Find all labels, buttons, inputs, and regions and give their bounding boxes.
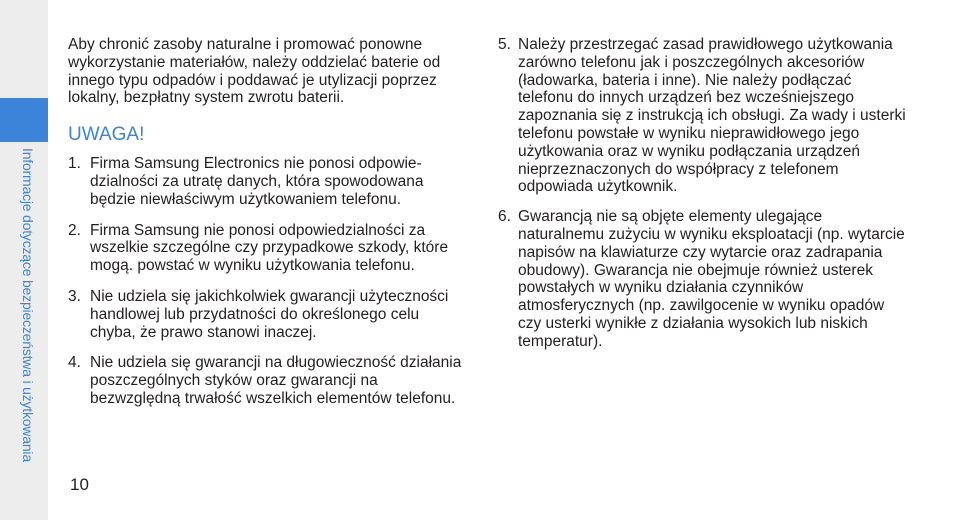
list-item	[68, 288, 468, 341]
item-number: 5.	[498, 36, 511, 53]
list-item	[498, 36, 908, 196]
item-number: 1.	[68, 155, 81, 173]
section-title-vertical: Informacje dotyczące bezpieczeństwa i użytkowania	[20, 148, 36, 462]
sidebar-accent-block	[0, 98, 48, 142]
warning-list	[68, 155, 468, 408]
item-text: Należy przestrzegać zasad prawidłowego użytkowania zarówno telefonu jak i poszczególnych akcesoriów (ładowarka, bateria i inne). Nie należy podłączać telefonu do innych urządzeń bez wcześniejszego zapoznania się z instrukcją ich obsługi. Za wady i usterki telefonu powstałe w wyniku nieprawidłowego jego użytkowania oraz w wyniku podłączania urządzeń nieprzeznaczonych do współpracy z telefonem odpowiada użytkownik.	[518, 36, 906, 196]
item-number: 2.	[68, 221, 81, 239]
item-text: Firma Samsung Electronics nie ponosi odpowie-dzialności za utratę danych, która spowodowana będzie niewłaściwym użytkowaniem telefonu.	[90, 155, 424, 208]
list-item	[498, 208, 908, 350]
list-item	[68, 155, 468, 208]
right-column	[498, 36, 908, 363]
intro-paragraph: Aby chronić zasoby naturalne i promować ponowne wykorzystanie materiałów, należy oddzielać baterie od innego typu odpadów i poddawać je utylizacji poprzez lokalny, bezpłatny system zwrotu baterii.	[68, 36, 441, 107]
page-number: 10	[70, 475, 89, 494]
list-item	[68, 354, 468, 407]
item-number: 6.	[498, 208, 511, 226]
item-number: 3.	[68, 287, 81, 305]
left-column	[68, 36, 468, 421]
warning-list-continued	[498, 36, 908, 351]
item-text: Gwarancją nie są objęte elementy ulegające naturalnemu zużyciu w wyniku eksploatacji (np. wytarcie napisów na klawiaturze czy wytarcie oraz zadrapania obudowy). Gwarancja nie obejmuje również usterek powstałych w wyniku działania czynników atmosferycznych (np. zawilgocenie w wyniku opadów czy usterki wynikłe z działania wysokich lub niskich temperatur).	[518, 208, 905, 350]
item-text: Nie udziela się jakichkolwiek gwarancji użyteczności handlowej lub przydatności do określonego celu chyba, że prawo stanowi inaczej.	[90, 287, 449, 341]
warning-heading: UWAGA!	[68, 124, 145, 146]
list-item	[68, 222, 468, 275]
item-number: 4.	[68, 354, 81, 372]
item-text: Firma Samsung nie ponosi odpowiedzialności za wszelkie szczególne czy przypadkowe szkody, które mogą. powstać w wyniku użytkowania telefonu.	[90, 221, 449, 275]
item-text: Nie udziela się gwarancji na długowieczność działania poszczególnych styków oraz gwarancji na bezwzględną trwałość wszelkich elementów telefonu.	[90, 354, 462, 407]
